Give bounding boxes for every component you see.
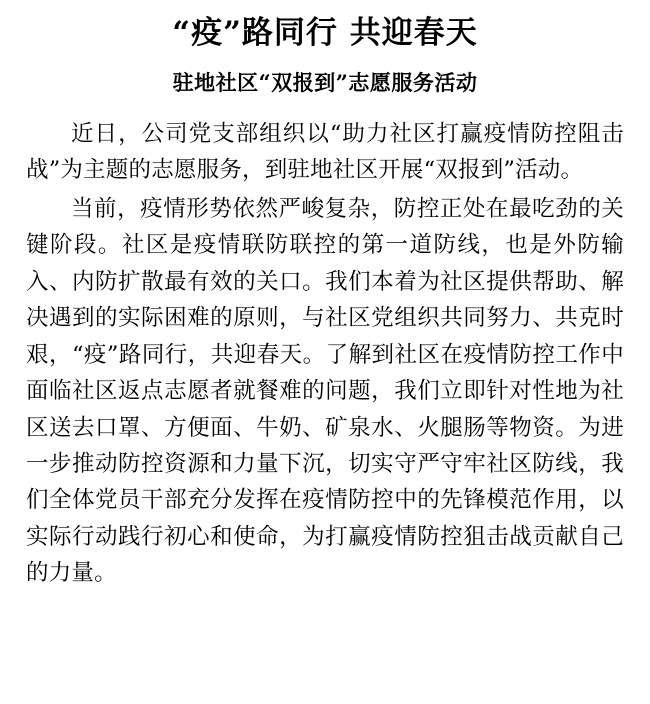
document-title: “疫”路同行 共迎春天 <box>172 15 478 51</box>
document-subtitle: 驻地社区“双报到”志愿服务活动 <box>172 69 478 95</box>
body-paragraph: 近日，公司党支部组织以“助力社区打赢疫情防控阻击战”为主题的志愿服务，到驻地社区开展“双报到”活动。 <box>26 121 624 184</box>
body-paragraph: 当前，疫情形势依然严峻复杂，防控正处在最吃劲的关键阶段。社区是疫情联防联控的第一道防线，也是外防输入、内防扩散最有效的关口。我们本着为社区提供帮助、解决遇到的实际困难的原则，与社区党组织共同努力、共克时艰，“疫”路同行，共迎春天。了解到社区在疫情防控工作中面临社区返点志愿者就餐难的问题，我们立即针对性地为社区送去口罩、方便面、牛奶、矿泉水、火腿肠等物资。为进一步推动防控资源和力量下沉，切实守严守牢社区防线，我们全体党员干部充分发挥在疫情防控中的先锋模范作用，以实际行动践行初心和使命，为打赢疫情防控狙击战贡献自己的力量。 <box>26 195 624 587</box>
document-body <box>26 116 624 592</box>
